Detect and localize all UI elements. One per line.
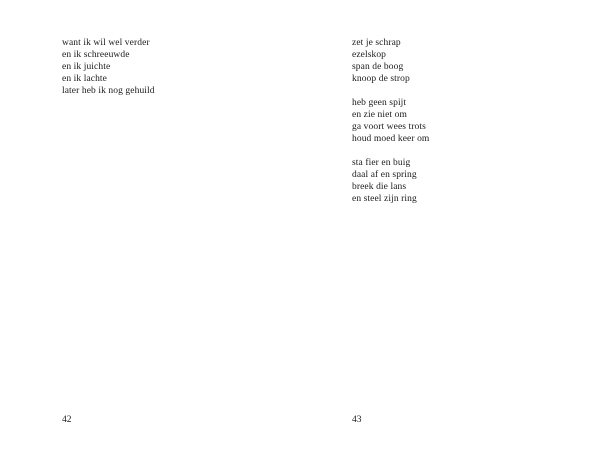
poem-text [62,37,155,97]
poem-line: later heb ik nog gehuild [62,86,155,96]
poem-line: en steel zijn ring [352,194,417,204]
stanza [62,37,155,97]
poem-line: en ik schreeuwde [62,50,130,60]
poem-line: en ik lachte [62,74,107,84]
page-number: 43 [352,415,362,425]
poem-line: ezelskop [352,50,387,60]
stanza [352,37,429,85]
poem-line: houd moed keer om [352,134,430,144]
right-page [300,0,600,450]
stanza [352,97,429,145]
poem-line: en zie niet om [352,110,407,120]
poem-line: knoop de strop [352,74,410,84]
poem-line: span de boog [352,62,404,72]
poem-line: daal af en spring [352,170,417,180]
stanza [352,157,429,205]
poem-line: sta fier en buig [352,158,411,168]
poem-line: en ik juichte [62,62,111,72]
page-number: 42 [62,415,72,425]
poem-text [352,37,429,205]
poem-line: want ik wil wel verder [62,38,150,48]
poem-line: breek die lans [352,182,407,192]
poem-line: zet je schrap [352,38,401,48]
poem-line: heb geen spijt [352,98,407,108]
poem-line: ga voort wees trots [352,122,426,132]
